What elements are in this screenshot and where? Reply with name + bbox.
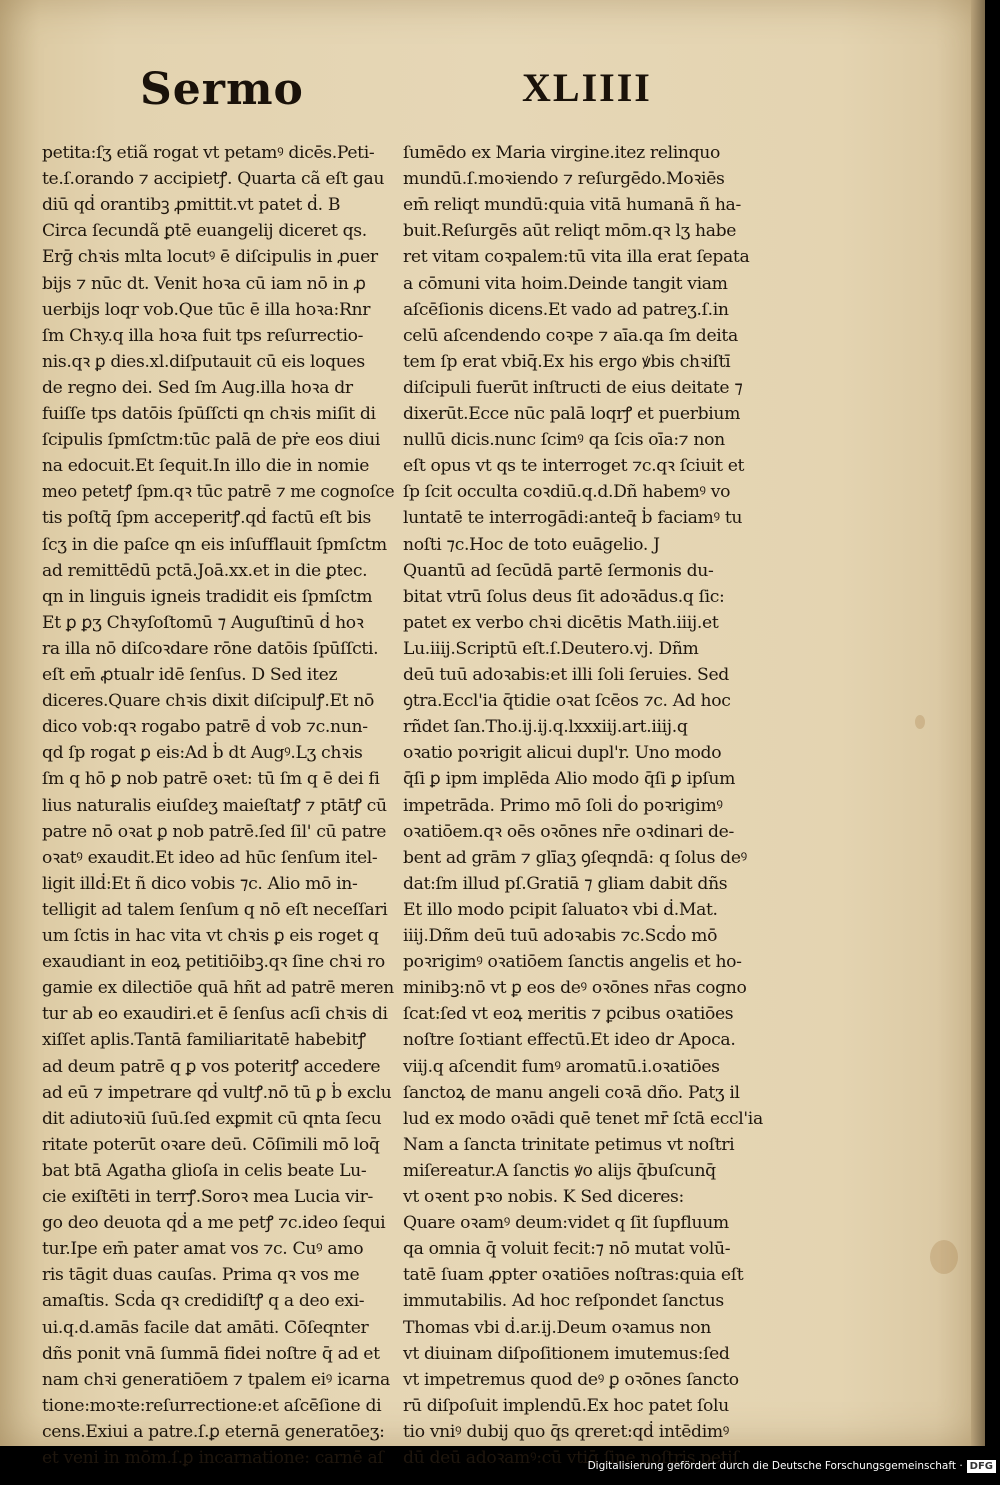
text-line: diceres.Quare chꝛis dixit diſcipulꝭ.Et nō [42, 691, 375, 712]
text-line: noſtre ſoꝛtiant effectū.Et ideo dr Apoca. [403, 1030, 736, 1051]
text-line: tione:moꝛte:reſurrectione:et aſcēſione di [42, 1395, 382, 1416]
text-line: ſm q hō ꝑ nob patrē oꝛet: tū ſm q ē dei fi [42, 769, 380, 790]
text-line: dū deū adoꝛamꝰ:cū vtiq̄ ſine noſtris petiſ [403, 1448, 739, 1468]
text-line: tem ſp erat vbiq̄.Ex his ergo ꝟbis chꝛiſtī [403, 351, 731, 372]
text-line: qn in linguis igneis tradidit eis ſpmſctm [42, 586, 373, 607]
text-line: patet ex verbo chꝛi dicētis Math.iiij.et [403, 612, 719, 633]
text-line: ad eū ⁊ impetrare qḋ vultꝭ.nō tū ꝑ ḃ exclu [42, 1082, 392, 1103]
text-line: et veni in mōm.ſ.ꝑ incarnatione: carnē aſ [42, 1448, 384, 1468]
text-line: bent ad grām ⁊ glīaʒ ꝯſeqndā: q ſolus deꝰ [403, 847, 747, 868]
text-line: ligit illḋ:Et ñ dico vobis ⁊c. Alio mō in- [42, 873, 358, 894]
text-line: Et ꝑ ꝑʒ Chꝛyſoſtomū ⁊ Auguſtinū ḋ hoꝛ [42, 612, 364, 633]
text-line: vt impetremus quod deꝰ ꝑ oꝛōnes ſancto [403, 1369, 739, 1390]
text-line: bat btā Agatha glioſa in celis beate Lu- [42, 1160, 367, 1181]
text-line: ſanctoꝝ de manu angeli coꝛā dño. Patʒ il [403, 1082, 740, 1103]
text-line: miſereatur.A ſanctis ꝟo alijs q̄buſcunq̄ [403, 1160, 716, 1181]
text-line: tis poſtq̄ ſpm acceperitꝭ.qḋ factū eſt bis [42, 508, 371, 529]
text-line: rñdet ſan.Tho.ij.ij.q.lxxxiij.art.iiij.q [403, 717, 688, 738]
page-edge [971, 0, 985, 1446]
text-line: qa omnia q̄ voluit fecit:⁊ nō mutat volū- [403, 1239, 731, 1260]
text-line: ui.q.d.amās facile dat amāti. Cōſeqnter [42, 1317, 369, 1338]
running-header-sermo: Sermo [140, 64, 304, 115]
text-line: em̄ reliqt mundū:quia vitā humanā ñ ha- [403, 195, 741, 216]
text-line: rū diſpoſuit implendū.Ex hoc patet ſolu [403, 1395, 729, 1416]
text-line: gamie ex dilectiōe quā hñt ad patrē meren [42, 978, 394, 999]
text-line: tatē ſuam ꝓpter oꝛatiōes noſtras:quia eſt [403, 1265, 744, 1286]
text-line: aſcēſionis dicens.Et vado ad patreʒ.ſ.in [403, 299, 729, 320]
text-line: meo petetꝭ ſpm.qꝛ tūc patrē ⁊ me cognoſce [42, 482, 395, 503]
text-line: buit.Reſurgēs aūt reliqt mōm.qꝛ lʒ habe [403, 221, 737, 242]
text-line: eſt em̄ ꝓtualr idē ſenſus. D Sed itez [42, 665, 338, 685]
text-line: um ſctis in hac vita vt chꝛis ꝑ eis roget q [42, 926, 379, 946]
text-line: telligit ad talem ſenſum q nō eſt neceſſari [42, 899, 388, 920]
text-line: cens.Exiui a patre.ſ.ꝑ eternā generatōeʒ: [42, 1421, 385, 1442]
text-line: fuiſſe tps datōis ſpūſſcti qn chꝛis miſit di [42, 404, 376, 424]
text-line: ſp ſcit occulta coꝛdiū.q.d.Dñ habemꝰ vo [403, 482, 731, 503]
text-line: nam chꝛi generatiōem ⁊ tpalem eiꝰ icarna [42, 1369, 390, 1390]
text-line: q̄ſi ꝑ ipm implēda Alio modo q̄ſi ꝑ ipſum [403, 769, 736, 790]
text-line: oꝛatio poꝛrigit alicui dupl'r. Uno modo [403, 743, 722, 764]
digitization-credit [588, 1460, 996, 1473]
text-line: nis.qꝛ ꝑ dies.xl.diſputauit cū eis loques [42, 351, 365, 372]
text-line: ꝯtra.Eccl'ia q̄tidie oꝛat ſcēos ⁊c. Ad hoc [403, 691, 731, 712]
text-line: eſt opus vt qs te interroget ⁊c.qꝛ ſciuit et [403, 456, 745, 477]
text-line: bitat vtrū ſolus deus ſit adoꝛādus.q ſic: [403, 586, 725, 607]
text-line: ſcipulis ſpmſctm:tūc palā de pṙe eos diui [42, 430, 381, 451]
text-line: cie exiſtēti in terrꝭ.Soroꝛ mea Lucia vir- [42, 1187, 373, 1207]
text-line: Erḡ chꝛis mlta locutꝰ ē diſcipulis in ꝓuer [42, 247, 378, 268]
text-line: ſm Chꝛy.q illa hoꝛa fuit tps reſurrectio- [42, 325, 364, 346]
text-line: bijs ⁊ nūc dt. Venit hoꝛa cū iam nō in ꝓ [42, 273, 366, 294]
stain [930, 1240, 958, 1274]
text-line: viij.q aſcendit fumꝰ aromatū.i.oꝛatiōes [403, 1056, 720, 1077]
text-line: dico vob:qꝛ rogabo patrē ḋ vob ⁊c.nun- [42, 717, 368, 738]
text-line: minibꝫ:nō vt ꝑ eos deꝰ oꝛōnes nr̄as cogno [403, 978, 747, 999]
text-line: iiij.Dñm deū tuū adoꝛabis ⁊c.Scḋo mō [403, 926, 718, 946]
text-line: ra illa nō diſcoꝛdare rōne datōis ſpūſſcti. [42, 638, 379, 659]
text-line: Quare oꝛamꝰ deum:videt q ſit ſupfluum [403, 1213, 729, 1234]
text-line: diū qḋ orantibꝫ ꝓmittit.vt patet ḋ. B [42, 195, 341, 216]
text-line: tur.Ipe em̄ pater amat vos ⁊c. Cuꝰ amo [42, 1239, 364, 1260]
text-line: ris tāgit duas cauſas. Prima qꝛ vos me [42, 1265, 360, 1286]
text-line: mundū.ſ.moꝛiendo ⁊ reſurgēdo.Moꝛiēs [403, 169, 725, 190]
text-line: a cōmuni vita hoim.Deinde tangit viam [403, 273, 728, 294]
text-line: Nam a ſancta trinitate petimus vt noſtri [403, 1134, 735, 1155]
text-line: impetrāda. Primo mō ſoli ḋo poꝛrigimꝰ [403, 795, 723, 816]
text-line: dñs ponit vnā ſummā fidei noſtre q̄ ad et [42, 1343, 380, 1364]
text-line: Lu.iiij.Scriptū eſt.ſ.Deutero.vj. Dñm [403, 638, 699, 659]
text-line: dat:ſm illud pſ.Gratiā ⁊ gliam dabit dñs [403, 873, 728, 894]
text-line: noſti ⁊c.Hoc de toto euāgelio. J [403, 534, 660, 555]
text-line: xiſſet aplis.Tantā familiaritatē habebitꝭ [42, 1030, 366, 1051]
text-line: qd ſp rogat ꝑ eis:Ad ḃ dt Augꝰ.Lʒ chꝛis [42, 743, 363, 764]
credit-text: Digitalisierung gefördert durch die Deutsche Forschungsgemeinschaft · [587, 1460, 963, 1472]
text-line: Et illo modo pcipit ſaluatoꝛ vbi ḋ.Mat. [403, 899, 718, 920]
text-line: diſcipuli fuerūt inſtructi de eius deitate ⁊ [403, 377, 743, 398]
text-line: uerbijs loqr vob.Que tūc ē illa hoꝛa:Rnr [42, 299, 371, 320]
text-line: petita:ſʒ etiã rogat vt petamꝰ dicēs.Peti- [42, 143, 375, 163]
text-line: dixerūt.Ecce nūc palā loqrꝭ et puerbium [403, 404, 741, 424]
text-line: patre nō oꝛat ꝑ nob patrē.ſed ſil' cū patre [42, 821, 387, 842]
text-line: deū tuū adoꝛabis:et illi ſoli ſeruies. Sed [403, 665, 729, 685]
text-line: celū aſcendendo coꝛpe ⁊ aīa.qa ſm deita [403, 325, 738, 346]
folio-number: XLIIII [522, 65, 652, 110]
text-line: lius naturalis eiuſdeʒ maieſtatꝭ ⁊ ptātꝭ cū [42, 795, 387, 816]
text-line: amaſtis. Scḋa qꝛ credidiſtꝭ q a deo exi- [42, 1291, 365, 1312]
text-line: luntatē te interrogādi:anteq̄ ḃ faciamꝰ tu [403, 508, 743, 529]
text-line: te.ſ.orando ⁊ accipietꝭ. Quarta cã eſt gau [42, 169, 385, 190]
text-line: ſcat:ſed vt eoꝝ meritis ⁊ ꝑcibus oꝛatiōes [403, 1004, 734, 1025]
text-line: dit adiutoꝛiū ſuū.ſed exꝑmit cū qnta ſecu [42, 1108, 382, 1129]
text-line: de regno dei. Sed ſm Aug.illa hoꝛa dr [42, 377, 353, 398]
text-line: immutabilis. Ad hoc reſpondet ſanctus [403, 1291, 724, 1312]
text-line: go deo deuota qḋ a me petꝭ ⁊c.ideo ſequi [42, 1213, 386, 1234]
text-line: ſumēdo ex Maria virgine.itez relinquo [403, 143, 720, 163]
text-line: tur ab eo exaudiri.et ē ſenſus acſi chꝛis di [42, 1004, 388, 1025]
text-line: vt oꝛent pꝛo nobis. K Sed diceres: [403, 1187, 684, 1207]
text-line: nullū dicis.nunc ſcimꝰ qa ſcis oīa:⁊ non [403, 430, 725, 451]
text-line: Circa ſecundã ꝑtē euangelij diceret qs. [42, 221, 367, 242]
text-line: Thomas vbi ḋ.ar.ij.Deum oꝛamus non [403, 1317, 711, 1338]
text-line: ſcʒ in die paſce qn eis inſufflauit ſpmſctm [42, 534, 387, 555]
stain [915, 715, 925, 729]
text-line: ritate poterūt oꝛare deū. Cōſimili mō loq̄ [42, 1134, 380, 1155]
text-line: ad deum patrē q ꝑ vos poteritꝭ accedere [42, 1056, 381, 1077]
text-line: na edocuit.Et ſequit.In illo die in nomie [42, 456, 370, 477]
text-line: tio vniꝰ dubij quo q̄s qreret:qḋ intēdimꝰ [403, 1421, 730, 1442]
dfg-logo: DFG [967, 1460, 996, 1473]
text-line: lud ex modo oꝛādi quē tenet mr̄ ſctā eccl'ia [403, 1108, 763, 1129]
text-line: oꝛatꝰ exaudit.Et ideo ad hūc ſenſum itel- [42, 847, 378, 868]
text-line: vt diuinam diſpoſitionem imutemus:ſed [403, 1343, 730, 1364]
text-line: exaudiant in eoꝝ petitiōibꝫ.qꝛ ſine chꝛi ro [42, 952, 385, 973]
text-line: poꝛrigimꝰ oꝛatiōem ſanctis angelis et ho- [403, 952, 742, 973]
text-line: ad remittēdū pctā.Joā.xx.et in die ꝑtec. [42, 560, 368, 581]
text-line: Quantū ad ſecūdā partē ſermonis du- [403, 560, 714, 581]
text-line: ret vitam coꝛpalem:tū vita illa erat ſepata [403, 247, 750, 268]
text-line: oꝛatiōem.qꝛ oēs oꝛōnes nr̄e oꝛdinari de- [403, 821, 734, 842]
